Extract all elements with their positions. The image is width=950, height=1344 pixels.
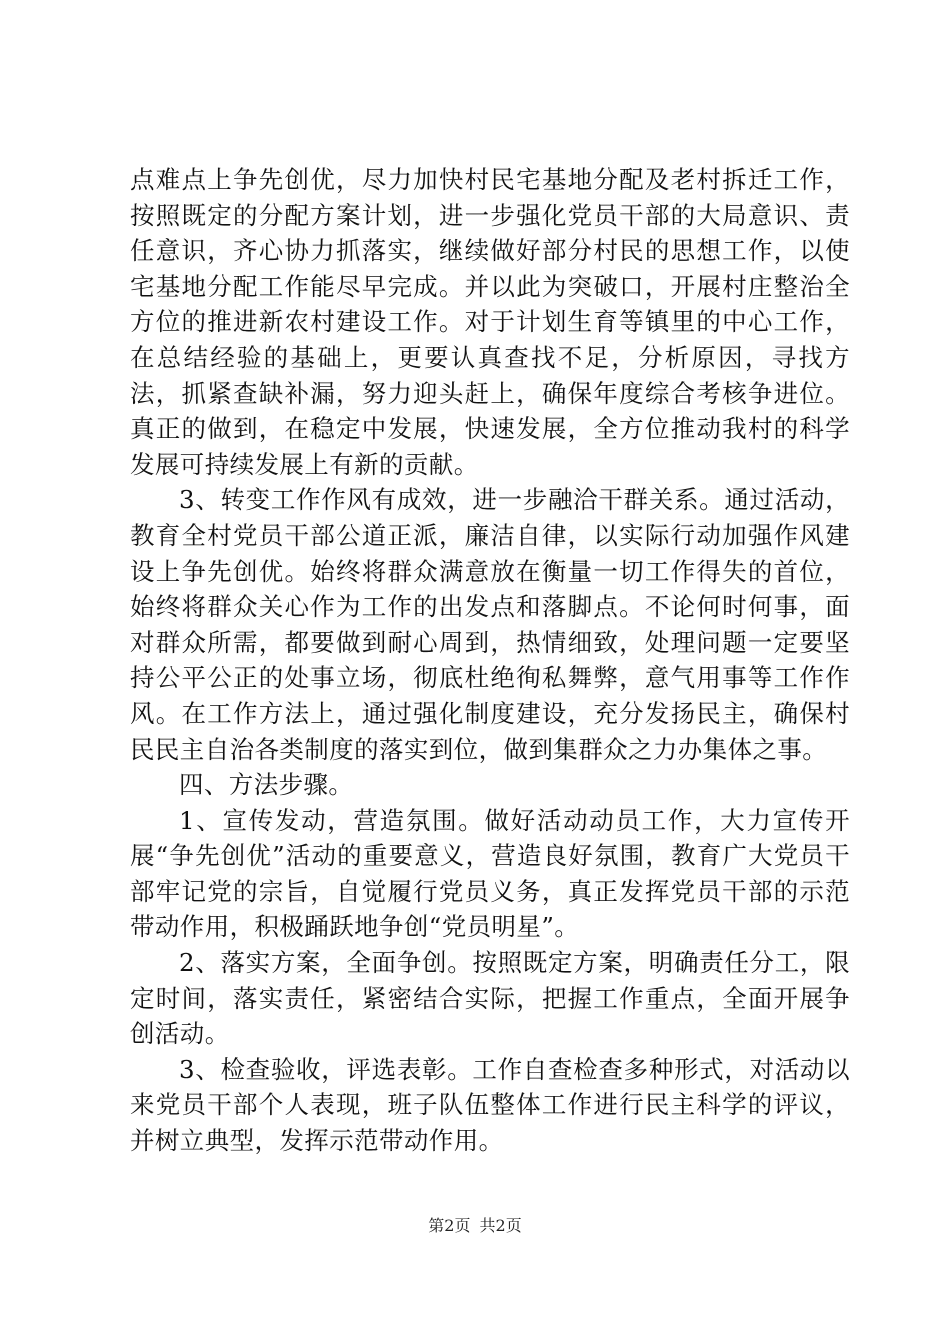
paragraph-step-3: 3、检查验收，评选表彰。工作自查检查多种形式，对活动以来党员干部个人表现，班子队伍整体工作进行民主科学的评议，并树立典型，发挥示范带动作用。 — [130, 1054, 850, 1156]
document-body — [130, 162, 850, 1159]
paragraph-work-style: 3、转变工作作风有成效，进一步融洽干群关系。通过活动，教育全村党员干部公道正派，廉洁自律，以实际行动加强作风建设上争先创优。始终将群众满意放在衡量一切工作得失的首位，始终将群众关心作为工作的出发点和落脚点。不论何时何事，面对群众所需，都要做到耐心周到，热情细致，处理问题一定要坚持公平公正的处事立场，彻底杜绝徇私舞弊，意气用事等工作作风。在工作方法上，通过强化制度建设，充分发扬民主，确保村民民主自治各类制度的落实到位，做到集群众之力办集体之事。 — [130, 485, 850, 764]
paragraph-continuation: 点难点上争先创优，尽力加快村民宅基地分配及老村拆迁工作，按照既定的分配方案计划，进一步强化党员干部的大局意识、责任意识，齐心协力抓落实，继续做好部分村民的思想工作，以使宅基地分配工作能尽早完成。并以此为突破口，开展村庄整治全方位的推进新农村建设工作。对于计划生育等镇里的中心工作，在总结经验的基础上，更要认真查找不足，分析原因，寻找方法，抓紧查缺补漏，努力迎头赶上，确保年度综合考核争进位。真正的做到，在稳定中发展，快速发展，全方位推动我村的科学发展可持续发展上有新的贡献。 — [130, 165, 850, 479]
paragraph-step-1: 1、宣传发动，营造氛围。做好活动动员工作，大力宣传开展“争先创优”活动的重要意义，营造良好氛围，教育广大党员干部牢记党的宗旨，自觉履行党员义务，真正发挥党员干部的示范带动作用，积极踊跃地争创“党员明星”。 — [130, 805, 850, 942]
section-heading-method-steps: 四、方法步骤。 — [179, 770, 354, 800]
paragraph-step-2: 2、落实方案，全面争创。按照既定方案，明确责任分工，限定时间，落实责任，紧密结合实际，把握工作重点，全面开展争创活动。 — [130, 948, 850, 1049]
page-number: 第2页 — [428, 1216, 471, 1235]
page-total: 共2页 — [479, 1216, 522, 1235]
page-footer — [0, 1216, 950, 1236]
